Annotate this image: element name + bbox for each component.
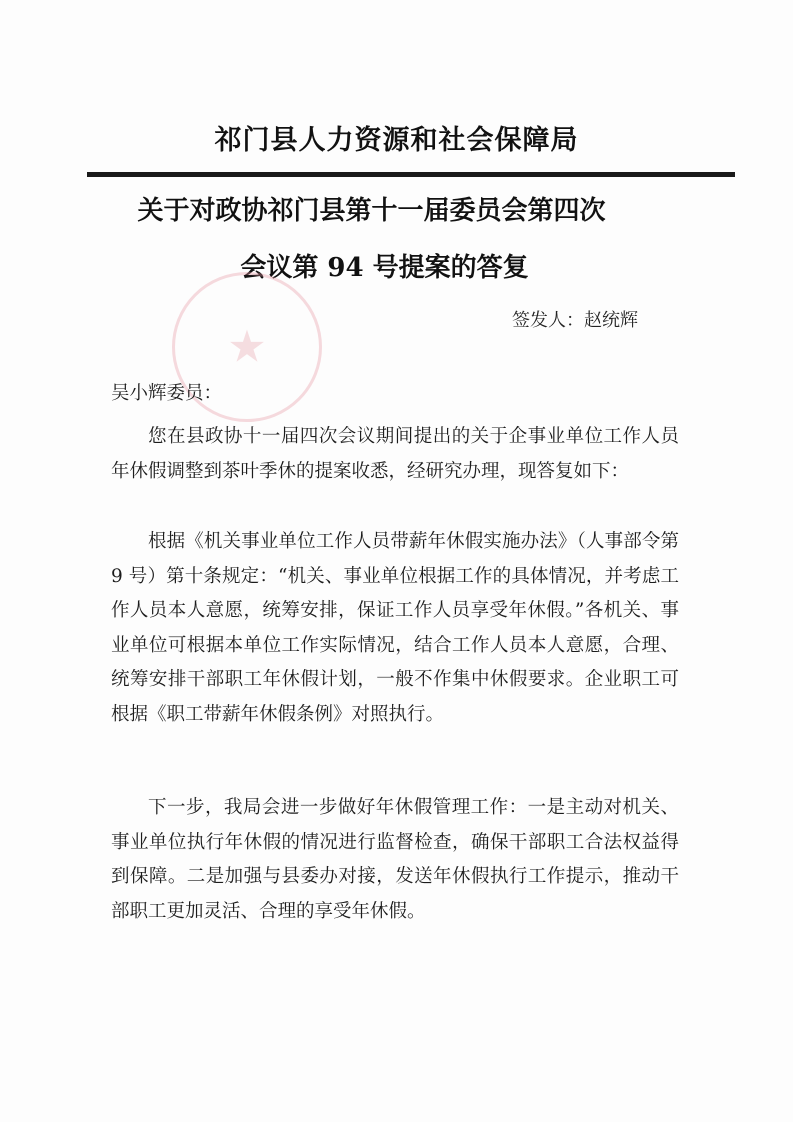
salutation: 吴小辉委员： — [111, 383, 223, 404]
document-title-line-1: 关于对政协祁门县第十一届委员会第四次 — [137, 196, 606, 226]
paragraph-1: 您在县政协十一届四次会议期间提出的关于企事业单位工作人员年休假调整到茶叶季休的提案收悉，经研究办理，现答复如下： — [111, 426, 679, 482]
seal-star-icon: ★ — [227, 321, 267, 373]
paragraph-3: 下一步，我局会进一步做好年休假管理工作：一是主动对机关、事业单位执行年休假的情况进行监督检查，确保干部职工合法权益得到保障。二是加强与县委办对接，发送年休假执行工作提示，推动干部职工更加灵活、合理的享受年休假。 — [111, 797, 679, 922]
header-divider — [87, 172, 735, 177]
org-name: 祁门县人力资源和社会保障局 — [214, 125, 579, 156]
signer: 签发人：赵统辉 — [512, 310, 638, 331]
paragraph-2: 根据《机关事业单位工作人员带薪年休假实施办法》（人事部令第 9 号）第十条规定：“机关、事业单位根据工作的具体情况，并考虑工作人员本人意愿，统筹安排，保证工作人员享受年休假。”各机关、事业单位可根据本单位工作实际情况，结合工作人员本人意愿，合理、统筹安排干部职工年休假计划，一般不作集中休假要求。企业职工可根据《职工带薪年休假条例》对照执行。 — [111, 531, 679, 725]
document-title-line-2: 会议第 94 号提案的答复 — [240, 253, 529, 283]
